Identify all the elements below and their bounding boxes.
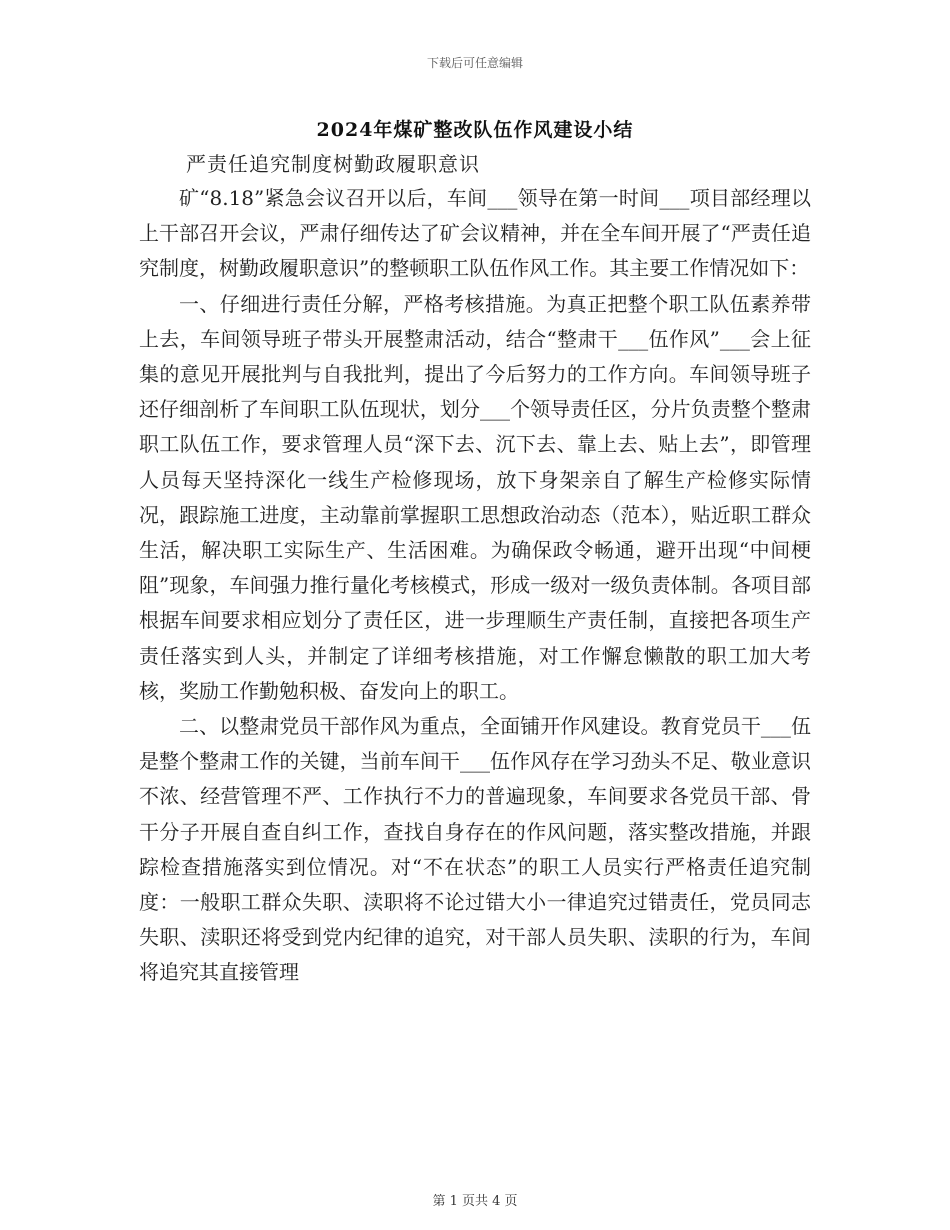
body-paragraph-section-1: 一、仔细进行责任分解，严格考核措施。为真正把整个职工队伍素养带上去，车间领导班子带头开展整肃活动，结合“整肃干___伍作风”___会上征集的意见开展批判与自我批判，提出了今后努力的工作方向。车间领导班子还仔细剖析了车间职工队伍现状，划分___个领导责任区，分片负责整个整肃职工队伍工作，要求管理人员“深下去、沉下去、靠上去、贴上去”，即管理人员每天坚持深化一线生产检修现场，放下身架亲自了解生产检修实际情况，跟踪施工进度，主动靠前掌握职工思想政治动态（范本），贴近职工群众生活，解决职工实际生产、生活困难。为确保政令畅通，避开出现“中间梗阻”现象，车间强力推行量化考核模式，形成一级对一级负责体制。各项目部根据车间要求相应划分了责任区，进一步理顺生产责任制，直接把各项生产责任落实到人头，并制定了详细考核措施，对工作懈怠懒散的职工加大考核，奖励工作勤勉积极、奋发向上的职工。 xyxy=(139,291,811,703)
document-body xyxy=(139,181,811,991)
header-note: 下载后可任意编辑 xyxy=(426,56,523,70)
body-paragraph-section-2: 二、以整肃党员干部作风为重点，全面铺开作风建设。教育党员干___伍是整个整肃工作的关键，当前车间干___伍作风存在学习劲头不足、敬业意识不浓、经营管理不严、工作执行不力的普遍现象，车间要求各党员干部、骨干分子开展自查自纠工作，查找自身存在的作风问题，落实整改措施，并跟踪检查措施落实到位情况。对“不在状态”的职工人员实行严格责任追究制度：一般职工群众失职、渎职将不论过错大小一律追究过错责任，党员同志失职、渎职还将受到党内纪律的追究，对干部人员失职、渎职的行为，车间将追究其直接管理 xyxy=(139,714,811,985)
document-title: 2024年煤矿整改队伍作风建设小结 xyxy=(316,119,634,141)
document-subtitle: 严责任追究制度树勤政履职意识 xyxy=(186,152,480,176)
body-paragraph-intro: 矿“8.18”紧急会议召开以后，车间___领导在第一时间___项目部经理以上干部召开会议，严肃仔细传达了矿会议精神，并在全车间开展了“严责任追究制度，树勤政履职意识”的整顿职工队伍作风工作。其主要工作情况如下： xyxy=(139,186,811,281)
page-indicator: 第 1 页共 4 页 xyxy=(432,1194,518,1209)
